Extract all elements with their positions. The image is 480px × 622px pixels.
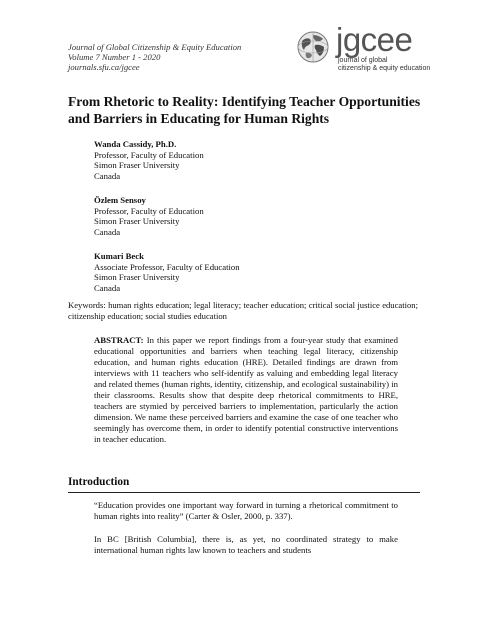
author-position: Professor, Faculty of Education: [94, 149, 204, 160]
keywords: Keywords: human rights education; legal literacy; teacher education; critical social justice education; citizenship education; social studies education: [68, 300, 418, 321]
intro-paragraph: In BC [British Columbia], there is, as yet, no coordinated strategy to make international human rights law known to teachers and students: [94, 534, 398, 555]
author-institution: Simon Fraser University: [94, 160, 180, 170]
author-block: [94, 251, 240, 293]
logo-wordmark: jgcee: [336, 21, 413, 58]
abstract: [94, 335, 398, 445]
author-country: Canada: [94, 282, 121, 293]
logo-subtitle-line2: citizenship & equity education: [338, 65, 431, 72]
author-block: [94, 139, 204, 181]
section-heading-introduction: Introduction: [68, 474, 420, 493]
logo-subtitle: [338, 57, 430, 73]
journal-header: [68, 42, 241, 72]
globe-icon: [296, 30, 330, 64]
author-name: Özlem Sensoy: [94, 195, 146, 205]
author-position: Professor, Faculty of Education: [94, 205, 204, 216]
journal-volume: Volume 7 Number 1 - 2020: [68, 52, 161, 62]
author-block: [94, 195, 204, 237]
author-institution: Simon Fraser University: [94, 272, 180, 282]
intro-quote: “Education provides one important way forward in turning a rhetorical commitment to human rights into reality” (Carter & Osler, 2000, p. 337).: [94, 500, 398, 521]
abstract-text: In this paper we report findings from a four-year study that examined educational opportunities and barriers when teaching legal literacy, citizenship education, and human rights education (HRE). Detailed findings are drawn from interviews with 11 teachers who self-identify as valuing and embedding legal literacy and related themes (human rights, identity, citizenship, and ecological sustainability) in their classrooms. Results show that despite deep rhetorical commitments to HRE, teachers are stymied by perceived barriers to implementation, particularly the action dimension. We name these perceived barriers and examine the case of one teacher who seemingly has overcome them, in order to identify potential constructive interventions in teacher education.: [94, 335, 398, 444]
paper-title: From Rhetoric to Reality: Identifying Teacher Opportunities and Barriers in Educating for Human Rights: [68, 94, 421, 126]
logo-subtitle-line1: journal of global: [338, 57, 388, 64]
author-name: Wanda Cassidy, Ph.D.: [94, 139, 177, 149]
author-country: Canada: [94, 170, 121, 181]
author-country: Canada: [94, 226, 121, 237]
author-institution: Simon Fraser University: [94, 216, 180, 226]
abstract-label: ABSTRACT:: [94, 335, 144, 345]
author-name: Kumari Beck: [94, 251, 144, 261]
author-position: Associate Professor, Faculty of Education: [94, 261, 240, 272]
jgcee-logo: [294, 21, 444, 74]
journal-name: Journal of Global Citizenship & Equity Education: [68, 42, 242, 52]
journal-url: journals.sfu.ca/jgcee: [68, 62, 140, 72]
